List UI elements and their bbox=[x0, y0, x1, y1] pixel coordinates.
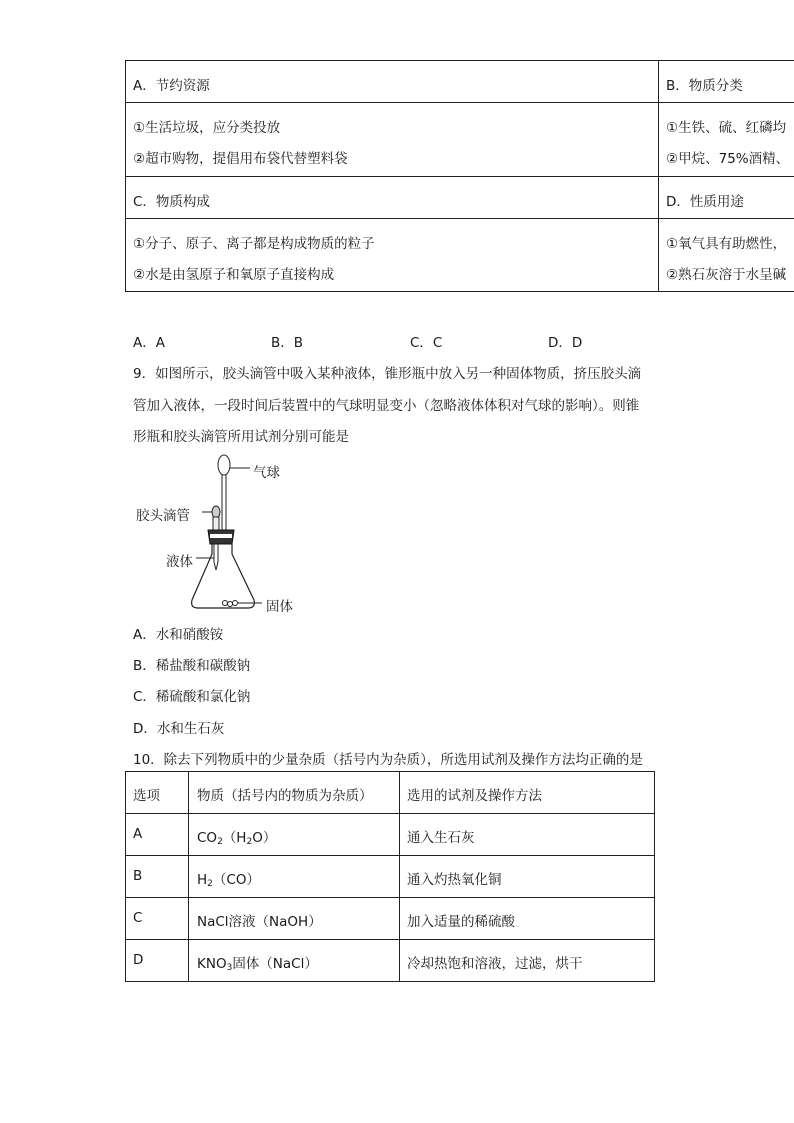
cell-a-line2: ②超市购物，提倡用布袋代替塑料袋 bbox=[133, 151, 348, 167]
q10-stem: 10．除去下列物质中的少量杂质（括号内为杂质），所选用试剂及操作方法均正确的是 bbox=[133, 752, 643, 768]
cell-b-line2: ②甲烷、75%酒精、 bbox=[666, 151, 790, 167]
row-a-substance: $CO_2(H_2O)$ bbox=[197, 830, 277, 847]
cell-d-header: D．性质用途 bbox=[666, 194, 744, 210]
q9-option-b[interactable]: B．稀盐酸和碳酸钠 bbox=[133, 658, 251, 674]
figure-label-liquid: 液体 bbox=[166, 554, 193, 570]
q8-option-b[interactable]: B．B bbox=[271, 335, 304, 351]
row-b-substance: $H_2(CO)$ bbox=[197, 872, 260, 889]
row-a-method: 通入生石灰 bbox=[407, 830, 475, 846]
q9-option-c[interactable]: C．稀硫酸和氯化钠 bbox=[133, 689, 251, 705]
row-a-option: A bbox=[133, 826, 143, 842]
figure-label-balloon: 气球 bbox=[253, 465, 280, 481]
figure-label-dropper: 胶头滴管 bbox=[136, 508, 190, 524]
q9-stem-line1: 9．如图所示，胶头滴管中吸入某种液体，锥形瓶中放入另一种固体物质，挤压胶头滴 bbox=[133, 366, 642, 382]
header-substance: 物质（括号内的物质为杂质） bbox=[197, 788, 373, 804]
q9-stem-line2: 管加入液体，一段时间后装置中的气球明显变小（忽略液体体积对气球的影响）。则锥 bbox=[133, 398, 640, 414]
row-d-method: 冷却热饱和溶液，过滤，烘干 bbox=[407, 956, 583, 972]
row-b-option: B bbox=[133, 868, 143, 884]
q9-option-d[interactable]: D．水和生石灰 bbox=[133, 721, 225, 737]
q9-option-a[interactable]: A．水和硝酸铵 bbox=[133, 627, 224, 643]
cell-a-header: A．节约资源 bbox=[133, 78, 210, 94]
question10-table bbox=[125, 771, 655, 982]
q8-option-a[interactable]: A．A bbox=[133, 335, 165, 351]
cell-a-line1: ①生活垃圾，应分类投放 bbox=[133, 120, 281, 136]
cell-c-header: C．物质构成 bbox=[133, 194, 210, 210]
q9-stem-line3: 形瓶和胶头滴管所用试剂分别可能是 bbox=[133, 429, 349, 445]
row-c-method: 加入适量的稀硫酸 bbox=[407, 914, 515, 930]
row-c-option: C bbox=[133, 910, 143, 926]
cell-c-line2: ②水是由氢原子和氧原子直接构成 bbox=[133, 267, 335, 283]
q8-option-d[interactable]: D．D bbox=[548, 335, 583, 351]
cell-b-line1: ①生铁、硫、红磷均 bbox=[666, 120, 787, 136]
cell-d-line2: ②熟石灰溶于水呈碱 bbox=[666, 267, 787, 283]
cell-b-header: B．物质分类 bbox=[666, 78, 743, 94]
cell-d-line1: ①氧气具有助燃性， bbox=[666, 236, 787, 252]
header-method: 选用的试剂及操作方法 bbox=[407, 788, 542, 804]
q8-option-c[interactable]: C．C bbox=[410, 335, 443, 351]
apparatus-figure bbox=[130, 450, 310, 615]
cell-c-line1: ①分子、原子、离子都是构成物质的粒子 bbox=[133, 236, 375, 252]
question8-table bbox=[125, 60, 794, 292]
row-d-option: D bbox=[133, 952, 144, 968]
row-d-substance: $KNO_3$固体（NaCl） bbox=[197, 956, 318, 973]
row-b-method: 通入灼热氧化铜 bbox=[407, 872, 502, 888]
header-option: 选项 bbox=[133, 788, 160, 804]
figure-label-solid: 固体 bbox=[266, 599, 293, 615]
row-c-substance: NaCl溶液（NaOH） bbox=[197, 914, 322, 930]
